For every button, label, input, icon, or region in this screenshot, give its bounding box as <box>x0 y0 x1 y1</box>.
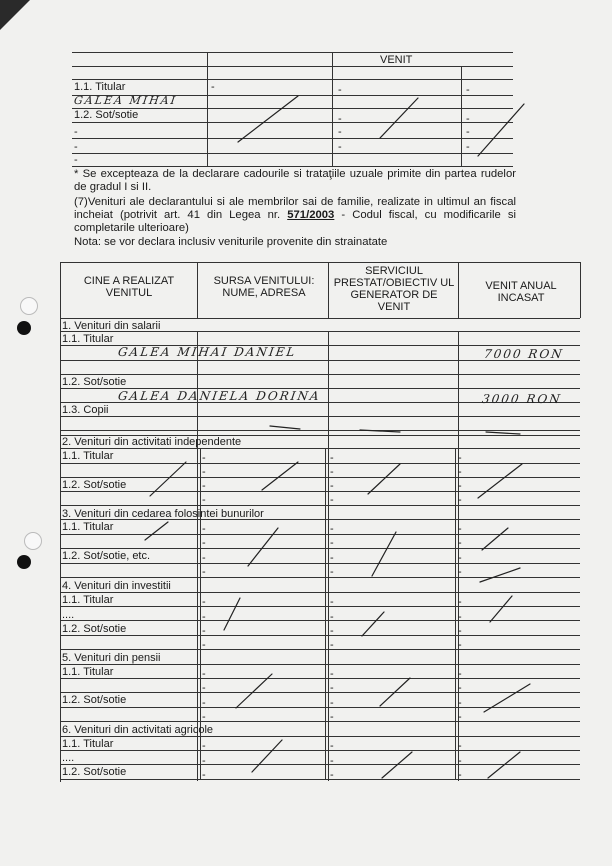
section-pensii: 5. Venituri din pensii <box>62 652 161 664</box>
empty-cell-dash: - <box>330 480 334 492</box>
table-rule <box>60 736 580 737</box>
empty-cell-dash: - <box>202 697 206 709</box>
empty-cell-dash: - <box>458 480 462 492</box>
table-rule <box>60 477 580 478</box>
empty-cell-dash: - <box>330 668 334 680</box>
table-rule <box>60 664 580 665</box>
empty-cell-dash: - <box>330 639 334 651</box>
table-rule <box>60 463 580 464</box>
empty-cell-dash: - <box>458 682 462 694</box>
empty-cell-dash: - <box>202 668 206 680</box>
empty-cell-dash: - <box>202 494 206 506</box>
empty-cell-dash: - <box>202 711 206 723</box>
table-column-rule <box>455 449 456 779</box>
document-page: VENIT 1.1. Titular GALEA MIHAI 1.2. Sot/sotie - - - - - - - - - - - - * Se excepteaza de la declarare cadourile si trataţiile uzuale primite din partea rudelor de gradul I si II. (7)Venituri ale declarantului si ale membrilor sai de familie, realizate in ultimul an fiscal incheiat (potrivit art. 41 din Legea nr. 571/2003 - Codul fiscal, cu modificarile si completarile ulterioare) Nota: se vor declara inclusiv veniturile provenite din strainatate CINE A REALIZAT VENITUL SURSA VENITULUI: NUME, ADRESA SERVICIUL PRESTAT/OBIECTIV UL GENERATOR DE VENIT VENIT ANUAL INCASAT 1. Venituri din salarii 1.1. Titular GALEA MIHAI DANIEL 7000 RON 1.2. Sot/sotie GALEA DANIELA DORINA 3000 RON 1.3. Copii 2. Venituri din activitati independente 1.1. Titular 1.2. Sot/sotie 3. Venituri din cedarea folosintei bunurilor 1.1. Titular 1.2. Sot/sotie, etc. 4. Venituri din investitii 1.1. Titular .... 1.2. Sot/sotie 5. Venituri din pensii 1.1. Titular 1.2. Sot/sotie 6. Venituri din activitati agricole 1.1. Titular .... 1.2. Sot/sotie - - - - - - - - - - - - - - - - - - - - - - - - - - - - - - - - - - - - - - - - - - - - - - - - - - - - - - - - - <box>0 0 612 866</box>
handwritten-name: GALEA MIHAI <box>73 94 178 107</box>
table-rule <box>60 678 580 679</box>
empty-cell-dash: - <box>330 523 334 535</box>
empty-cell-dash: - <box>202 596 206 608</box>
table-rule <box>60 534 580 535</box>
empty-cell-dash: - <box>202 625 206 637</box>
empty-cell-dash: - <box>202 740 206 752</box>
section-7-intro: (7)Venituri ale declarantului si ale membrilor sai de familie, realizate in ultimul an fiscal incheiat (potrivit art. 41 din Legea nr. 571/2003 - Codul fiscal, cu modificarile si completarile ulterioare) <box>74 196 516 234</box>
empty-cell-dash: - <box>458 625 462 637</box>
empty-cell-dash: - <box>330 537 334 549</box>
empty-cell-dash: - <box>202 611 206 623</box>
table-rule <box>60 649 580 650</box>
law-number: 571/2003 <box>287 209 335 221</box>
empty-cell-dash: - <box>330 755 334 767</box>
empty-cell-dash: - <box>458 740 462 752</box>
table-rule <box>60 764 580 765</box>
table-rule <box>60 491 580 492</box>
table-column-rule <box>328 331 329 781</box>
table-rule <box>60 707 580 708</box>
header-cine: CINE A REALIZAT VENITUL <box>83 275 175 299</box>
nota-strainatate: Nota: se vor declara inclusiv veniturile provenite din strainatate <box>74 236 388 248</box>
section-investitii: 4. Venituri din investitii <box>62 580 171 592</box>
empty-cell-dash: - <box>330 625 334 637</box>
header-venit-anual: VENIT ANUAL INCASAT <box>485 280 557 304</box>
empty-cell-dash: - <box>202 682 206 694</box>
empty-cell-dash: - <box>330 552 334 564</box>
section-agricole: 6. Venituri din activitati agricole <box>62 724 214 736</box>
folded-corner <box>0 0 30 30</box>
empty-cell-dash: - <box>330 697 334 709</box>
table-rule <box>60 430 580 431</box>
empty-cell-dash: - <box>458 452 462 464</box>
header-serviciul: SERVICIUL PRESTAT/OBIECTIV UL GENERATOR DE VENIT <box>333 265 455 313</box>
table-rule <box>60 606 580 607</box>
empty-cell-dash: - <box>202 480 206 492</box>
gifts-note: * Se excepteaza de la declarare cadourile si trataţiile uzuale primite din partea rudelor de gradul I si II. <box>74 168 516 193</box>
empty-cell-dash: - <box>330 769 334 781</box>
s1-titular-name: GALEA MIHAI DANIEL <box>117 345 298 359</box>
empty-cell-dash: - <box>202 466 206 478</box>
punch-hole <box>20 297 38 315</box>
header-sursa: SURSA VENITULUI: NUME, ADRESA <box>213 275 315 299</box>
empty-cell-dash: - <box>458 639 462 651</box>
empty-cell-dash: - <box>458 769 462 781</box>
punch-hole <box>17 321 31 335</box>
punch-hole <box>24 532 42 550</box>
empty-cell-dash: - <box>330 596 334 608</box>
table-rule <box>60 779 580 780</box>
table-rule <box>60 563 580 564</box>
s1-copii-label: 1.3. Copii <box>62 404 109 416</box>
table-rule <box>60 592 580 593</box>
section-salarii: 1. Venituri din salarii <box>62 320 161 332</box>
s1-sot-label: 1.2. Sot/sotie <box>62 376 127 388</box>
row-label-sot: 1.2. Sot/sotie <box>74 109 139 121</box>
s1-sot-amount: 3000 RON <box>481 392 563 406</box>
empty-cell-dash: - <box>202 523 206 535</box>
empty-cell-dash: - <box>330 466 334 478</box>
empty-cell-dash: - <box>458 711 462 723</box>
s1-sot-name: GALEA DANIELA DORINA <box>117 389 322 403</box>
table-rule <box>60 692 580 693</box>
table-rule <box>60 505 580 506</box>
empty-cell-dash: - <box>330 566 334 578</box>
table-rule <box>60 548 580 549</box>
table-rule <box>60 374 580 375</box>
empty-cell-dash: - <box>202 452 206 464</box>
section-independente: 2. Venituri din activitati independente <box>62 436 242 448</box>
row-label-titular: 1.1. Titular <box>74 81 126 93</box>
table-rule <box>60 416 580 417</box>
empty-cell-dash: - <box>202 639 206 651</box>
empty-cell-dash: - <box>330 711 334 723</box>
empty-cell-dash: - <box>330 452 334 464</box>
s1-titular-label: 1.1. Titular <box>62 333 114 345</box>
table-column-rule <box>325 449 326 779</box>
empty-cell-dash: - <box>458 494 462 506</box>
punch-hole <box>17 555 31 569</box>
table-rule <box>60 448 580 449</box>
empty-cell-dash: - <box>458 668 462 680</box>
empty-cell-dash: - <box>458 537 462 549</box>
empty-cell-dash: - <box>330 682 334 694</box>
table-rule <box>60 620 580 621</box>
empty-cell-dash: - <box>202 552 206 564</box>
empty-cell-dash: - <box>458 552 462 564</box>
empty-cell-dash: - <box>202 755 206 767</box>
empty-cell-dash: - <box>458 523 462 535</box>
empty-cell-dash: - <box>458 466 462 478</box>
empty-cell-dash: - <box>202 566 206 578</box>
s1-titular-amount: 7000 RON <box>483 347 565 361</box>
table-rule <box>60 635 580 636</box>
empty-cell-dash: - <box>458 611 462 623</box>
table-rule <box>60 577 580 578</box>
table-rule <box>60 721 580 722</box>
venit-header: VENIT <box>380 54 413 66</box>
empty-cell-dash: - <box>330 494 334 506</box>
empty-cell-dash: - <box>458 697 462 709</box>
empty-cell-dash: - <box>202 769 206 781</box>
table-rule <box>60 750 580 751</box>
empty-cell-dash: - <box>330 611 334 623</box>
empty-cell-dash: - <box>330 740 334 752</box>
empty-cell-dash: - <box>458 596 462 608</box>
empty-cell-dash: - <box>202 537 206 549</box>
empty-cell-dash: - <box>458 755 462 767</box>
empty-cell-dash: - <box>458 566 462 578</box>
section-cedarea-folosintei: 3. Venituri din cedarea folosintei bunurilor <box>62 508 264 520</box>
